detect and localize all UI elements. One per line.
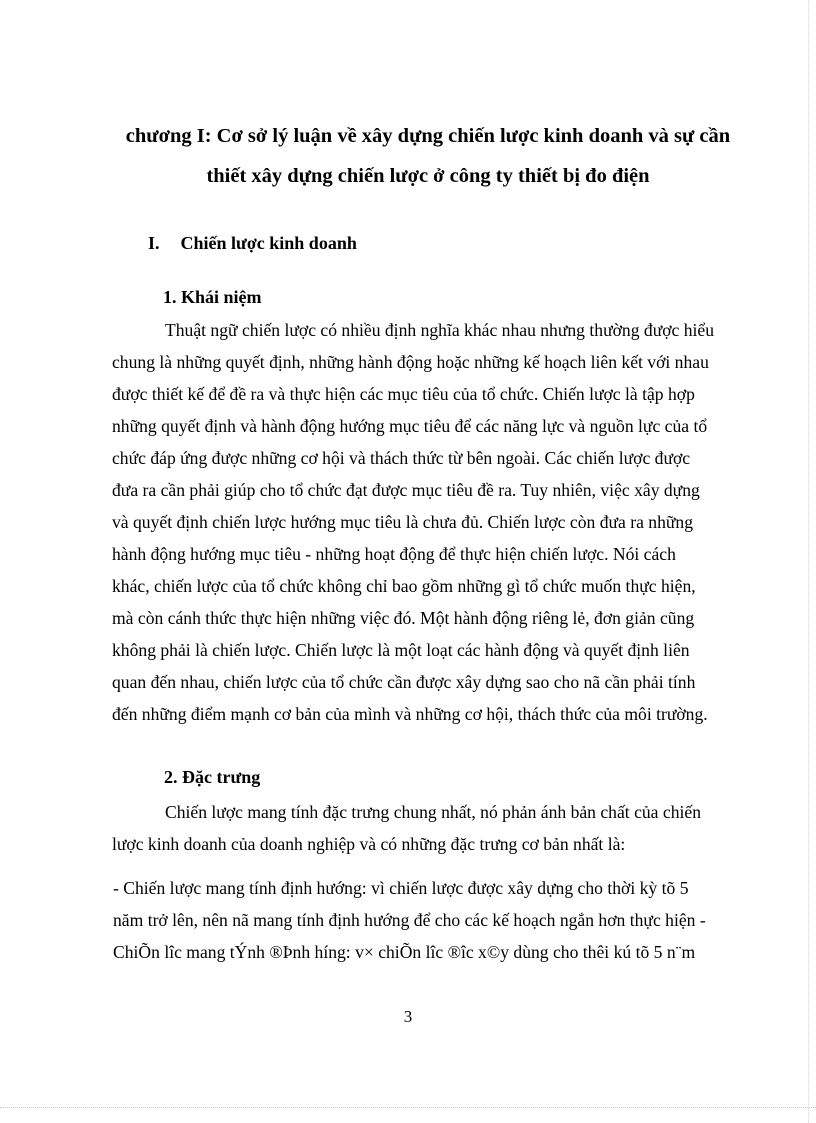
page-number: 3	[403, 1007, 413, 1026]
page-right-border	[808, 0, 809, 1123]
chapter-title	[100, 116, 756, 196]
concept-paragraph	[112, 314, 762, 730]
paragraph-line: Thuật ngữ chiến lược có nhiều định nghĩa khác nhau nhưng thường được hiểu	[165, 320, 715, 340]
chapter-title-line-2: thiết xây dựng chiến lược ở công ty thiết bị đo điện	[206, 165, 650, 187]
paragraph-line: đến những điểm mạnh cơ bản của mình và những cơ hội, thách thức của môi trường.	[112, 704, 708, 724]
chapter-title-line-1: chương I: Cơ sở lý luận về xây dựng chiến lược kinh doanh và sự cần	[125, 125, 731, 147]
paragraph-line: Chiến lược mang tính đặc trưng chung nhất, nó phản ánh bản chất của chiến	[165, 802, 701, 822]
section-title: Chiến lược kinh doanh	[180, 233, 357, 253]
paragraph-line: hành động hướng mục tiêu - những hoạt động để thực hiện chiến lược. Nói cách	[112, 544, 676, 564]
paragraph-line: những quyết định và hành động hướng mục tiêu để các năng lực và nguồn lực của tổ	[112, 416, 708, 436]
paragraph-line: không phải là chiến lược. Chiến lược là một loạt các hành động và quyết định liên	[112, 640, 690, 660]
section-number: I.	[148, 233, 160, 253]
paragraph-line: khác, chiến lược của tổ chức không chỉ bao gồm những gì tổ chức muốn thực hiện,	[112, 576, 696, 596]
paragraph-line: được thiết kế để đề ra và thực hiện các mục tiêu của tổ chức. Chiến lược là tập hợp	[112, 384, 695, 404]
orientation-bullet	[113, 872, 763, 968]
subsection-heading-characteristics: 2. Đặc trưng	[164, 767, 261, 787]
bullet-line: năm trở lên, nên nã mang tính định hướng để cho các kế hoạch ngắn hơn thực hiện -	[113, 910, 706, 930]
paragraph-line: lược kinh doanh của doanh nghiệp và có những đặc trưng cơ bản nhất là:	[112, 834, 626, 854]
paragraph-line: chung là những quyết định, những hành động hoặc những kế hoạch liên kết với nhau	[112, 352, 709, 372]
page-bottom-border	[0, 1107, 816, 1108]
bullet-line: ChiÕn lîc mang tÝnh ®Þnh híng: v× chiÕn lîc ®îc x©y dùng cho thêi kú tõ 5 n¨m	[113, 942, 696, 962]
bullet-line: - Chiến lược mang tính định hướng: vì chiến lược được xây dựng cho thời kỳ tõ 5	[113, 878, 689, 898]
paragraph-line: và quyết định chiến lược hướng mục tiêu là chưa đủ. Chiến lược còn đưa ra những	[112, 512, 694, 532]
subsection-heading-concept: 1. Khái niệm	[163, 287, 262, 307]
paragraph-line: chức đáp ứng được những cơ hội và thách thức từ bên ngoài. Các chiến lược được	[112, 448, 691, 468]
paragraph-line: mà còn cánh thức thực hiện những việc đó. Một hành động riêng lẻ, đơn giản cũng	[112, 608, 695, 628]
section-heading	[148, 230, 357, 256]
characteristics-paragraph	[112, 796, 762, 860]
paragraph-line: quan đến nhau, chiến lược của tổ chức cần được xây dựng sao cho nã cần phải tính	[112, 672, 696, 692]
paragraph-line: đưa ra cần phải giúp cho tổ chức đạt được mục tiêu đề ra. Tuy nhiên, việc xây dựng	[112, 480, 700, 500]
